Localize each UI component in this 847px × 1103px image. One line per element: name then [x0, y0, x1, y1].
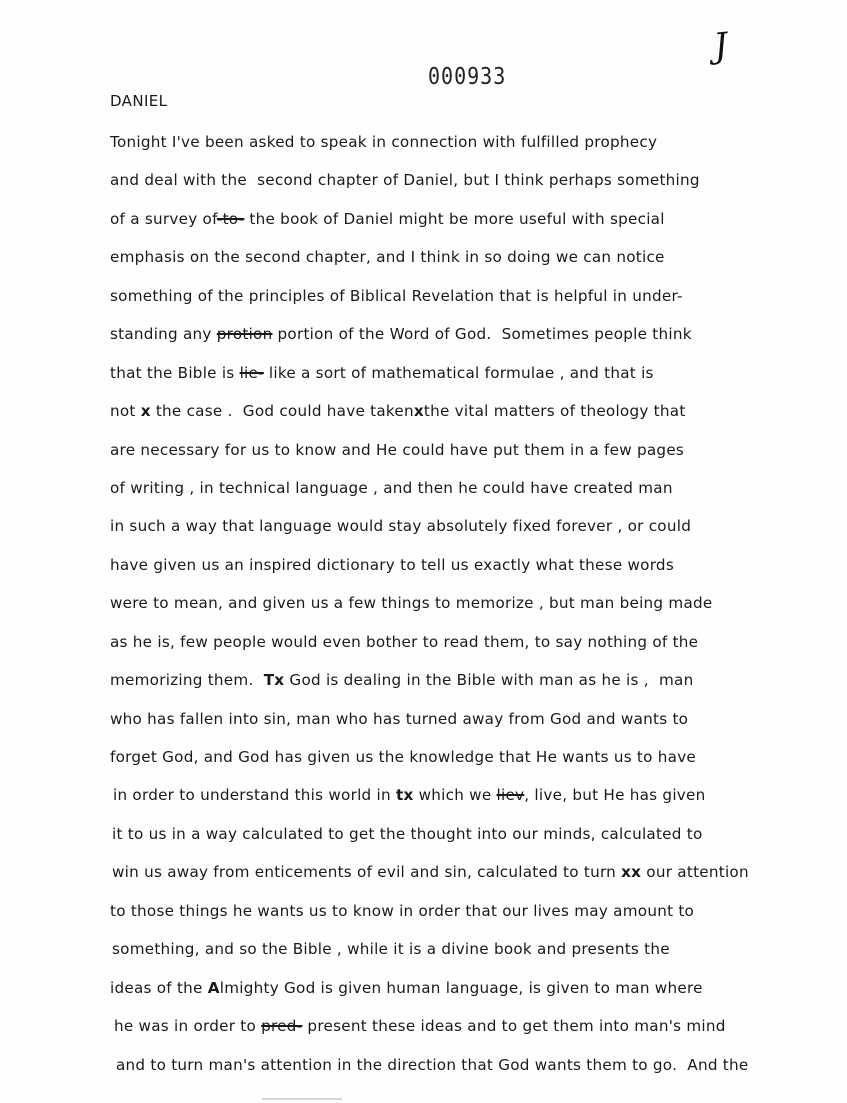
text-line — [110, 900, 800, 938]
text-segment: in such a way that language would stay absolutely fixed forever , or could — [110, 517, 692, 536]
struck-text: -to- — [216, 209, 245, 228]
text-line — [110, 169, 800, 207]
text-line — [110, 400, 800, 438]
text-line — [110, 938, 800, 976]
text-segment: have given us an inspired dictionary to tell us exactly what these words — [110, 555, 674, 574]
text-line — [110, 631, 800, 669]
text-segment: Tonight I've been asked to speak in connection with fulfilled prophecy — [110, 133, 658, 151]
text-line — [110, 477, 800, 515]
text-line — [110, 977, 800, 1015]
text-segment: our attention — [641, 863, 749, 882]
text-segment: he was in order to — [114, 1017, 262, 1036]
text-line — [110, 323, 800, 361]
text-line — [110, 1015, 800, 1053]
text-line — [110, 554, 800, 592]
text-segment: not — [110, 402, 141, 421]
document-title: DANIEL — [110, 92, 168, 110]
text-line — [110, 823, 800, 861]
text-segment: are necessary for us to know and He could have put them in a few pages — [110, 440, 685, 459]
text-segment: like a sort of mathematical formulae , and that is — [263, 363, 654, 382]
text-segment: something, and so the Bible , while it is a divine book and presents the — [112, 940, 670, 959]
text-segment: which we — [413, 786, 497, 805]
overtyped-text: xx — [621, 863, 642, 882]
text-line — [110, 515, 800, 553]
text-line — [110, 746, 800, 784]
text-segment: who has fallen into sin, man who has turned away from God and wants to — [110, 709, 689, 728]
struck-text: pred- — [261, 1017, 303, 1036]
text-line — [110, 208, 800, 246]
overtyped-text: x — [413, 402, 424, 421]
text-segment: ideas of the — [110, 978, 208, 997]
text-segment: lmighty God is given human language, is given to man where — [219, 978, 703, 997]
text-segment: present these ideas and to get them into man's mind — [302, 1017, 726, 1036]
body-text — [110, 131, 800, 1092]
text-segment: , live, but He has given — [524, 786, 706, 805]
text-segment: the book of Daniel might be more useful with special — [244, 209, 665, 228]
text-segment: of a survey of — [110, 209, 217, 228]
text-line — [110, 362, 800, 400]
handwritten-corner-mark: J — [711, 25, 730, 67]
text-line — [110, 439, 800, 477]
text-segment: and to turn man's attention in the direction that God wants them to go. And the — [116, 1055, 749, 1074]
text-segment: win us away from enticements of evil and sin, calculated to turn — [112, 863, 622, 882]
text-segment: memorizing them. — [110, 671, 264, 690]
text-line — [110, 708, 800, 746]
text-line — [110, 285, 800, 323]
text-segment: emphasis on the second chapter, and I think in so doing we can notice — [110, 248, 665, 267]
text-segment: as he is, few people would even bother to read them, to say nothing of the — [110, 632, 699, 651]
text-segment: it to us in a way calculated to get the thought into our minds, calculated to — [112, 824, 703, 843]
text-segment: that the Bible is — [110, 363, 240, 382]
text-line — [110, 861, 800, 899]
text-line — [110, 784, 800, 822]
text-line — [110, 592, 800, 630]
text-segment: standing any — [110, 325, 217, 344]
overtyped-text: x — [140, 402, 151, 421]
text-segment: and deal with the second chapter of Daniel, but I think perhaps something — [110, 171, 700, 190]
text-segment: forget God, and God has given us the knowledge that He wants us to have — [110, 748, 697, 766]
text-line — [110, 131, 800, 169]
overtyped-text: Tx — [263, 671, 285, 690]
text-segment: God is dealing in the Bible with man as he is , man — [284, 671, 694, 690]
text-segment: the vital matters of theology that — [423, 402, 686, 421]
text-segment: of writing , in technical language , and then he could have created man — [110, 478, 673, 497]
text-line — [110, 246, 800, 284]
text-segment: were to mean, and given us a few things to memorize , but man being made — [110, 594, 713, 613]
text-line — [110, 669, 800, 707]
page-number-stamp: 000933 — [428, 62, 507, 90]
struck-text: lie- — [239, 363, 264, 382]
text-segment: the case . God could have taken — [150, 402, 414, 421]
scan-smudge — [262, 1098, 342, 1100]
text-segment: portion of the Word of God. Sometimes people think — [272, 325, 692, 344]
text-line — [110, 1054, 800, 1092]
overtyped-text: A — [207, 978, 220, 997]
text-segment: something of the principles of Biblical Revelation that is helpful in under- — [110, 286, 683, 305]
overtyped-text: tx — [395, 786, 414, 805]
struck-text: liev — [496, 786, 525, 805]
struck-text: protion — [216, 325, 273, 344]
text-segment: in order to understand this world in — [113, 786, 396, 805]
text-segment: to those things he wants us to know in order that our lives may amount to — [110, 901, 695, 920]
